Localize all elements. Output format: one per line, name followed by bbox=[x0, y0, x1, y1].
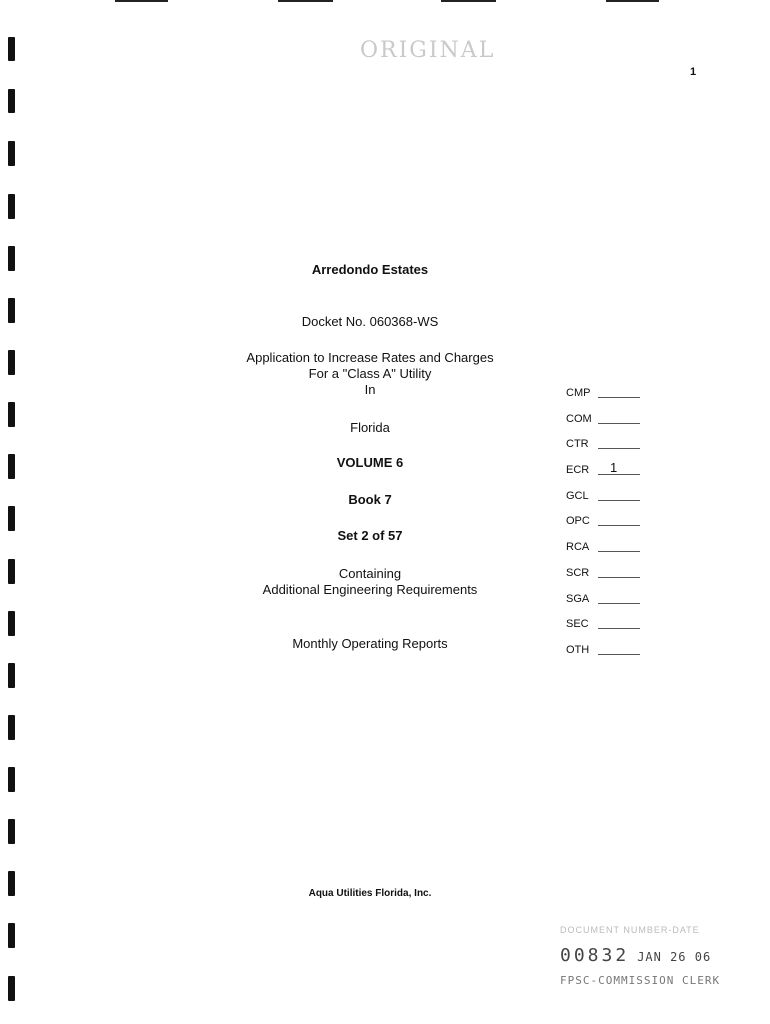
routing-code-row: SGA bbox=[566, 592, 656, 618]
containing-line: Additional Engineering Requirements bbox=[262, 582, 478, 597]
reports-title: Monthly Operating Reports bbox=[292, 636, 448, 651]
top-edge-mark bbox=[115, 0, 168, 2]
filing-stamp-footer: FPSC-COMMISSION CLERK bbox=[560, 974, 721, 987]
application-line: For a "Class A" Utility bbox=[308, 366, 432, 381]
routing-code-row: ECR 1 bbox=[566, 463, 656, 489]
filing-stamp bbox=[560, 925, 760, 987]
application-line: In bbox=[364, 382, 376, 397]
document-title: Arredondo Estates bbox=[311, 262, 429, 277]
top-edge-mark bbox=[441, 0, 496, 2]
volume: VOLUME 6 bbox=[336, 455, 404, 470]
containing-line: Containing bbox=[338, 566, 402, 581]
routing-code-row: SEC bbox=[566, 617, 656, 643]
book: Book 7 bbox=[348, 492, 392, 507]
filing-stamp-number-row bbox=[560, 945, 760, 966]
routing-code-row: CMP bbox=[566, 386, 656, 412]
containing-block bbox=[130, 566, 610, 598]
routing-code-row: OPC bbox=[566, 514, 656, 540]
routing-code-row: OTH bbox=[566, 643, 656, 669]
routing-codes bbox=[566, 386, 656, 669]
docket-number: Docket No. 060368-WS bbox=[301, 314, 439, 329]
page-number: 1 bbox=[690, 66, 697, 78]
original-stamp: ORIGINAL bbox=[360, 38, 496, 63]
state: Florida bbox=[350, 420, 390, 435]
top-edge-mark bbox=[278, 0, 333, 2]
filing-date: JAN 26 06 bbox=[637, 950, 712, 964]
filing-stamp-header: DOCUMENT NUMBER-DATE bbox=[560, 925, 700, 935]
routing-code-row: CTR bbox=[566, 437, 656, 463]
application-line: Application to Increase Rates and Charges bbox=[246, 350, 494, 365]
routing-code-row: SCR bbox=[566, 566, 656, 592]
routing-code-row: COM bbox=[566, 412, 656, 438]
company-name: Aqua Utilities Florida, Inc. bbox=[308, 888, 432, 899]
routing-code-row: GCL bbox=[566, 489, 656, 515]
top-edge-mark bbox=[606, 0, 659, 2]
document-number: 00832 bbox=[560, 945, 630, 966]
application-block bbox=[130, 350, 610, 398]
set: Set 2 of 57 bbox=[337, 528, 403, 543]
routing-code-row: RCA bbox=[566, 540, 656, 566]
